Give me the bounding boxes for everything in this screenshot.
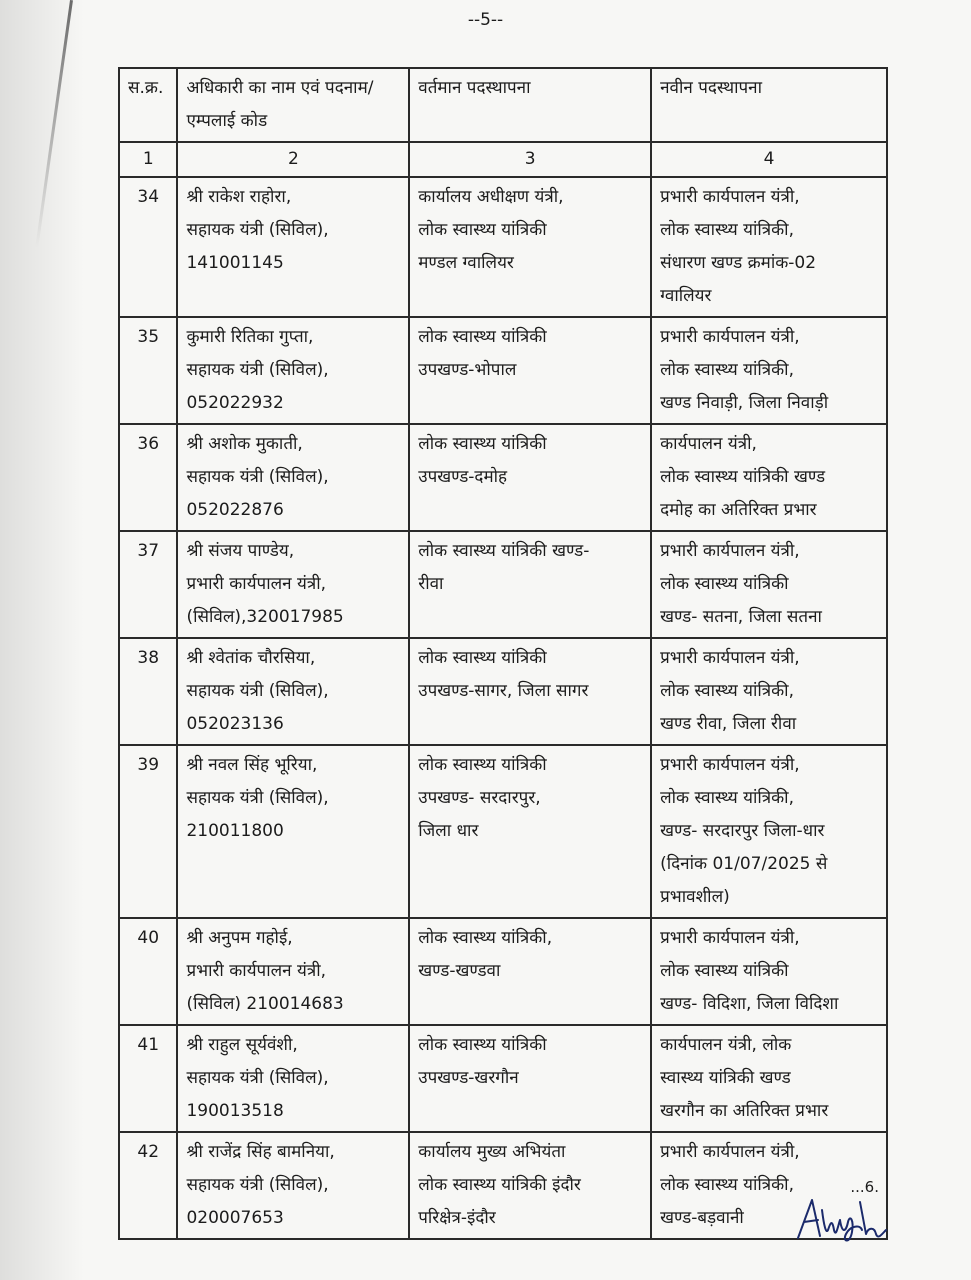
new-posting-line: कार्यपालन यंत्री, [660, 434, 757, 454]
current-posting-line: खण्ड-खण्डवा [418, 961, 501, 981]
page-fold-shadow [0, 0, 120, 1280]
header-new-posting: नवीन पदस्थापना [651, 68, 887, 142]
new-posting-line: लोक स्वास्थ्य यांत्रिकी, [660, 788, 794, 808]
new-posting-line: प्रभारी कार्यपालन यंत्री, [660, 327, 800, 347]
current-posting-line: उपखण्ड-भोपाल [418, 360, 517, 380]
new-posting-line: (दिनांक 01/07/2025 से [660, 854, 828, 874]
current-posting-cell [409, 177, 651, 317]
officer-line: 210011800 [186, 821, 284, 841]
officer-line: सहायक यंत्री (सिविल), [186, 788, 329, 808]
officer-line: 190013518 [186, 1101, 284, 1121]
new-posting-line: प्रभावशील) [660, 887, 730, 907]
officer-name-cell [177, 638, 409, 745]
officer-line: श्री अनुपम गहोई, [186, 928, 293, 948]
new-posting-line: खण्ड- विदिशा, जिला विदिशा [660, 994, 839, 1014]
current-posting-line: उपखण्ड-दमोह [418, 467, 508, 487]
officer-line: सहायक यंत्री (सिविल), [186, 220, 329, 240]
new-posting-line: लोक स्वास्थ्य यांत्रिकी [660, 961, 789, 981]
current-posting-line: जिला धार [418, 821, 479, 841]
officer-line: 052022876 [186, 500, 284, 520]
new-posting-line: लोक स्वास्थ्य यांत्रिकी [660, 574, 789, 594]
current-posting-line: लोक स्वास्थ्य यांत्रिकी [418, 327, 547, 347]
current-posting-line: मण्डल ग्वालियर [418, 253, 514, 273]
current-posting-cell [409, 918, 651, 1025]
new-posting-line: खरगौन का अतिरिक्त प्रभार [660, 1101, 829, 1121]
column-index-3: 3 [409, 142, 651, 177]
signature [790, 1190, 890, 1254]
table-row [119, 177, 887, 317]
officer-line: सहायक यंत्री (सिविल), [186, 467, 329, 487]
serial-number: 36 [119, 424, 177, 531]
table-row [119, 1025, 887, 1132]
current-posting-cell [409, 424, 651, 531]
new-posting-line: लोक स्वास्थ्य यांत्रिकी, [660, 681, 794, 701]
new-posting-line: खण्ड रीवा, जिला रीवा [660, 714, 797, 734]
officer-name-cell [177, 531, 409, 638]
current-posting-line: कार्यालय मुख्य अभियंता [418, 1142, 566, 1162]
new-posting-line: लोक स्वास्थ्य यांत्रिकी, [660, 360, 794, 380]
current-posting-line: लोक स्वास्थ्य यांत्रिकी [418, 755, 547, 775]
officer-name-cell [177, 317, 409, 424]
current-posting-cell [409, 317, 651, 424]
new-posting-cell [651, 424, 887, 531]
officer-name-cell [177, 1025, 409, 1132]
officer-line: 020007653 [186, 1208, 284, 1228]
officer-line: प्रभारी कार्यपालन यंत्री, [186, 574, 327, 594]
serial-number: 37 [119, 531, 177, 638]
header-officer-name: अधिकारी का नाम एवं पदनाम/एम्पलाई कोड [177, 68, 409, 142]
new-posting-line: प्रभारी कार्यपालन यंत्री, [660, 755, 800, 775]
table-row [119, 745, 887, 918]
officer-line: (सिविल) 210014683 [186, 994, 344, 1014]
new-posting-cell [651, 918, 887, 1025]
current-posting-line: लोक स्वास्थ्य यांत्रिकी [418, 434, 547, 454]
current-posting-line: उपखण्ड-खरगौन [418, 1068, 519, 1088]
new-posting-line: लोक स्वास्थ्य यांत्रिकी, [660, 220, 794, 240]
current-posting-line: कार्यालय अधीक्षण यंत्री, [418, 187, 564, 207]
new-posting-line: लोक स्वास्थ्य यांत्रिकी, [660, 1175, 794, 1195]
new-posting-line: ग्वालियर [660, 286, 712, 306]
officer-line: 052023136 [186, 714, 284, 734]
header-current-posting: वर्तमान पदस्थापना [409, 68, 651, 142]
current-posting-line: लोक स्वास्थ्य यांत्रिकी, [418, 928, 553, 948]
officer-line: सहायक यंत्री (सिविल), [186, 1068, 329, 1088]
officer-line: कुमारी रितिका गुप्ता, [186, 327, 314, 347]
officer-line: श्री राजेंद्र सिंह बामनिया, [186, 1142, 335, 1162]
officer-line: श्री अशोक मुकाती, [186, 434, 303, 454]
new-posting-line: लोक स्वास्थ्य यांत्रिकी खण्ड [660, 467, 826, 487]
current-posting-line: रीवा [418, 574, 444, 594]
new-posting-cell [651, 177, 887, 317]
officer-name-cell [177, 918, 409, 1025]
serial-number: 39 [119, 745, 177, 918]
new-posting-cell [651, 638, 887, 745]
officer-line: श्री नवल सिंह भूरिया, [186, 755, 318, 775]
officer-line: (सिविल),320017985 [186, 607, 344, 627]
new-posting-cell [651, 317, 887, 424]
serial-number: 42 [119, 1132, 177, 1239]
table-row [119, 531, 887, 638]
current-posting-cell [409, 638, 651, 745]
officer-line: सहायक यंत्री (सिविल), [186, 360, 329, 380]
continuation-marker: ...6. [850, 1178, 879, 1196]
header-sno: स.क्र. [119, 68, 177, 142]
current-posting-cell [409, 1132, 651, 1239]
new-posting-line: खण्ड निवाड़ी, जिला निवाड़ी [660, 393, 829, 413]
current-posting-cell [409, 745, 651, 918]
new-posting-cell [651, 1025, 887, 1132]
officer-line: प्रभारी कार्यपालन यंत्री, [186, 961, 327, 981]
new-posting-line: प्रभारी कार्यपालन यंत्री, [660, 187, 800, 207]
table-column-index-row [119, 142, 887, 177]
current-posting-cell [409, 531, 651, 638]
officer-name-cell [177, 424, 409, 531]
table-row [119, 918, 887, 1025]
officer-name-cell [177, 745, 409, 918]
new-posting-line: खण्ड- सतना, जिला सतना [660, 607, 822, 627]
current-posting-line: लोक स्वास्थ्य यांत्रिकी इंदौर [418, 1175, 581, 1195]
officer-line: श्री श्वेतांक चौरसिया, [186, 648, 316, 668]
officer-line: 141001145 [186, 253, 284, 273]
new-posting-line: स्वास्थ्य यांत्रिकी खण्ड [660, 1068, 791, 1088]
column-index-1: 1 [119, 142, 177, 177]
new-posting-line: खण्ड-बड़वानी [660, 1208, 744, 1228]
current-posting-line: उपखण्ड- सरदारपुर, [418, 788, 541, 808]
new-posting-line: दमोह का अतिरिक्त प्रभार [660, 500, 817, 520]
officer-line: श्री संजय पाण्डेय, [186, 541, 295, 561]
table-header-row [119, 68, 887, 142]
table-row [119, 424, 887, 531]
officer-line: श्री राकेश राहोरा, [186, 187, 292, 207]
new-posting-line: प्रभारी कार्यपालन यंत्री, [660, 648, 800, 668]
table-row [119, 638, 887, 745]
serial-number: 40 [119, 918, 177, 1025]
current-posting-line: लोक स्वास्थ्य यांत्रिकी [418, 220, 547, 240]
serial-number: 41 [119, 1025, 177, 1132]
current-posting-line: परिक्षेत्र-इंदौर [418, 1208, 496, 1228]
new-posting-cell [651, 531, 887, 638]
table-row [119, 1132, 887, 1239]
serial-number: 35 [119, 317, 177, 424]
current-posting-cell [409, 1025, 651, 1132]
officer-line: 052022932 [186, 393, 284, 413]
signature-image [790, 1190, 890, 1250]
new-posting-line: प्रभारी कार्यपालन यंत्री, [660, 541, 800, 561]
table-row [119, 317, 887, 424]
current-posting-line: लोक स्वास्थ्य यांत्रिकी खण्ड- [418, 541, 590, 561]
current-posting-line: लोक स्वास्थ्य यांत्रिकी [418, 648, 547, 668]
current-posting-line: उपखण्ड-सागर, जिला सागर [418, 681, 589, 701]
new-posting-line: कार्यपालन यंत्री, लोक [660, 1035, 792, 1055]
serial-number: 34 [119, 177, 177, 317]
new-posting-cell [651, 745, 887, 918]
page-number: --5-- [467, 10, 504, 30]
new-posting-line: प्रभारी कार्यपालन यंत्री, [660, 1142, 800, 1162]
officer-line: सहायक यंत्री (सिविल), [186, 681, 329, 701]
current-posting-line: लोक स्वास्थ्य यांत्रिकी [418, 1035, 547, 1055]
column-index-2: 2 [177, 142, 409, 177]
officer-name-cell [177, 177, 409, 317]
column-index-4: 4 [651, 142, 887, 177]
new-posting-line: प्रभारी कार्यपालन यंत्री, [660, 928, 800, 948]
officer-line: सहायक यंत्री (सिविल), [186, 1175, 329, 1195]
new-posting-line: संधारण खण्ड क्रमांक-02 [660, 253, 817, 273]
new-posting-line: खण्ड- सरदारपुर जिला-धार [660, 821, 825, 841]
serial-number: 38 [119, 638, 177, 745]
officer-name-cell [177, 1132, 409, 1239]
transfer-table [118, 67, 888, 1240]
officer-line: श्री राहुल सूर्यवंशी, [186, 1035, 298, 1055]
